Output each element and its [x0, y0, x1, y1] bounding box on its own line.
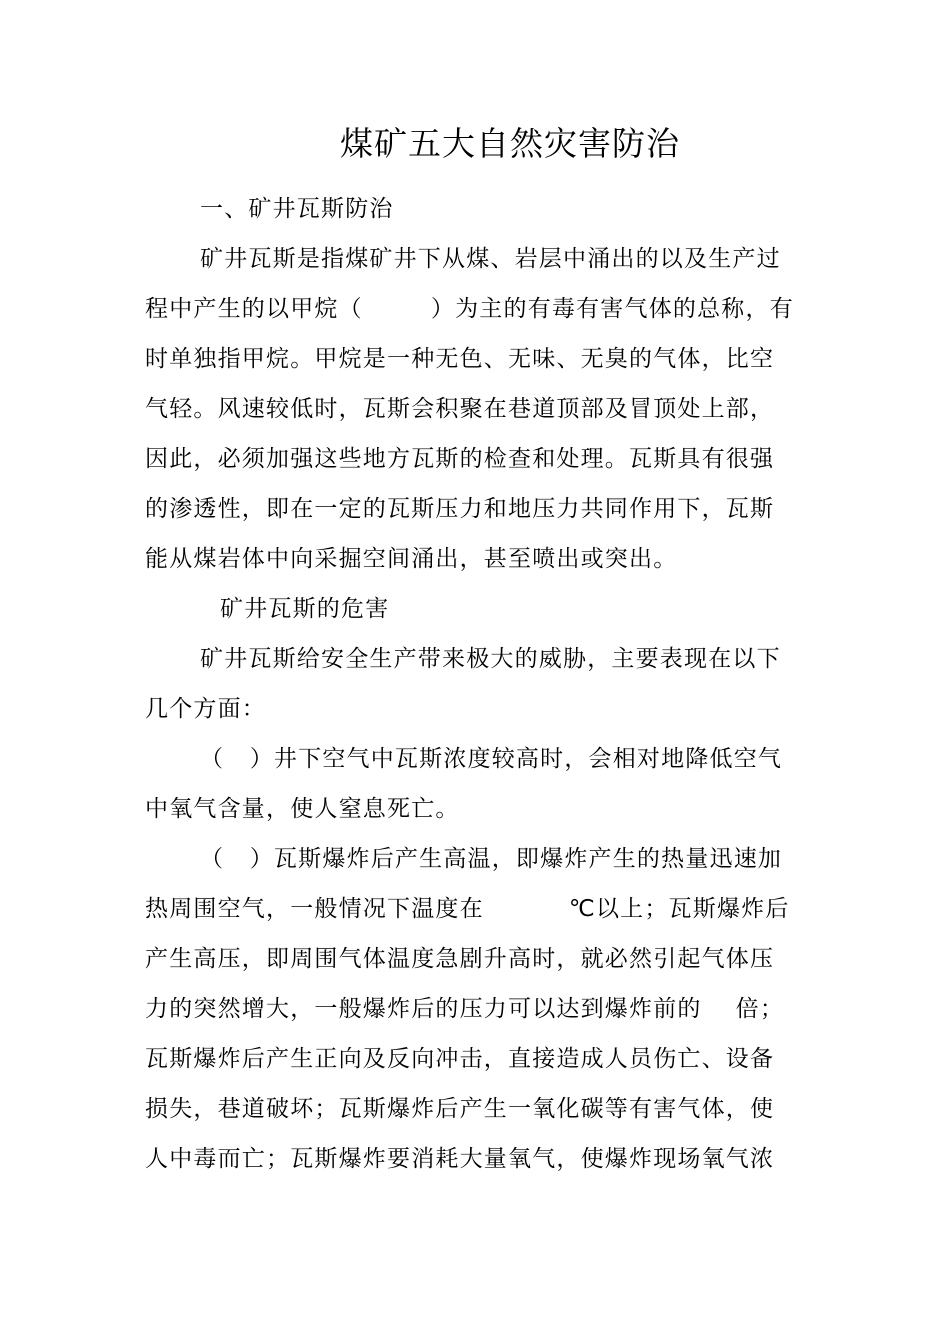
paragraph-line: 气轻。风速较低时，瓦斯会积聚在巷道顶部及冒顶处上部，	[145, 396, 775, 422]
paragraph-line: 矿井瓦斯是指煤矿井下从煤、岩层中涌出的以及生产过	[200, 246, 781, 272]
list-item-line: 热周围空气，一般情况下温度在 ℃以上；瓦斯爆炸后	[145, 896, 790, 922]
list-item-line: （ ）井下空气中瓦斯浓度较高时，会相对地降低空气	[200, 746, 783, 772]
list-item-line: 人中毒而亡；瓦斯爆炸要消耗大量氧气，使爆炸现场氧气浓	[145, 1146, 775, 1172]
list-item-line: 中氧气含量，使人窒息死亡。	[145, 796, 460, 822]
section-heading: 一、矿井瓦斯防治	[200, 196, 394, 222]
list-item-line: 力的突然增大，一般爆炸后的压力可以达到爆炸前的 倍；	[145, 996, 785, 1022]
document-title: 煤矿五大自然灾害防治	[340, 124, 680, 163]
paragraph-line: 时单独指甲烷。甲烷是一种无色、无味、无臭的气体，比空	[145, 346, 775, 372]
paragraph-line: 因此，必须加强这些地方瓦斯的检查和处理。瓦斯具有很强	[145, 446, 775, 472]
paragraph-line: 的渗透性，即在一定的瓦斯压力和地压力共同作用下，瓦斯	[145, 496, 775, 522]
list-item-line: 损失，巷道破坏；瓦斯爆炸后产生一氧化碳等有害气体，使	[145, 1096, 775, 1122]
paragraph-line: 几个方面：	[145, 696, 266, 722]
list-item-line: 产生高压，即周围气体温度急剧升高时，就必然引起气体压	[145, 946, 775, 972]
paragraph-line: 矿井瓦斯给安全生产带来极大的威胁，主要表现在以下	[200, 646, 781, 672]
paragraph-line: 能从煤岩体中向采掘空间涌出，甚至喷出或突出。	[145, 546, 678, 572]
subsection-heading: 矿井瓦斯的危害	[220, 596, 390, 622]
list-item-line: （ ）瓦斯爆炸后产生高温，即爆炸产生的热量迅速加	[200, 846, 783, 872]
list-item-line: 瓦斯爆炸后产生正向及反向冲击，直接造成人员伤亡、设备	[145, 1046, 775, 1072]
paragraph-line: 程中产生的以甲烷（ ）为主的有毒有害气体的总称，有	[145, 296, 794, 322]
